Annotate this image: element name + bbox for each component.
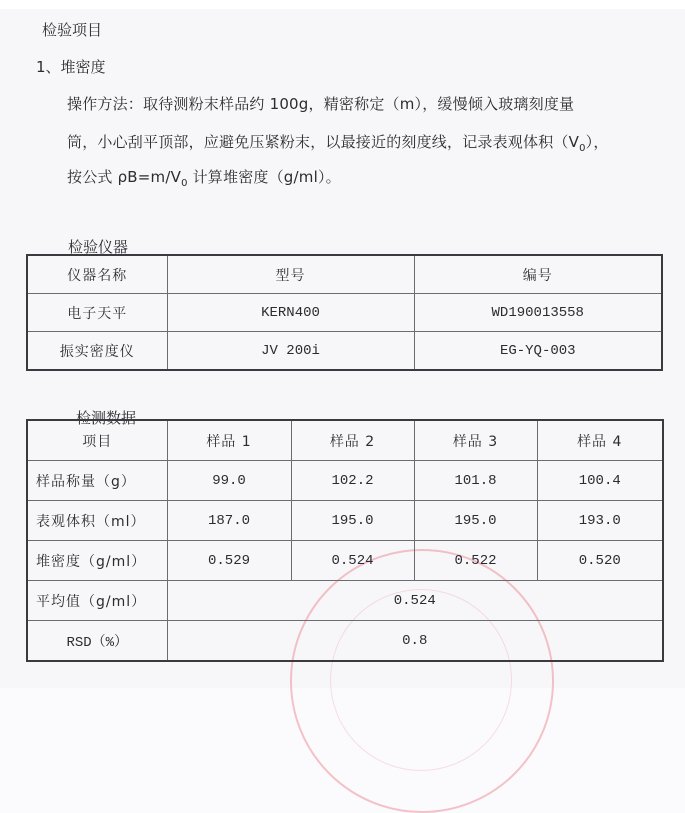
subscript: 0	[579, 143, 586, 154]
header-cell: 样品 3	[414, 420, 537, 461]
item-heading: 1、堆密度	[36, 58, 106, 76]
procedure-line-2-end: ），	[585, 133, 609, 151]
instrument-name: 电子天平	[27, 294, 167, 332]
data-cell: 195.0	[291, 501, 414, 541]
table-row	[27, 541, 663, 581]
data-cell: 100.4	[537, 461, 663, 501]
formula-text: 按公式 ρB=m/V	[67, 168, 182, 186]
table-header-row	[27, 420, 663, 461]
instrument-name: 振实密度仪	[27, 332, 167, 371]
data-cell: 0.529	[167, 541, 291, 581]
data-cell: 193.0	[537, 501, 663, 541]
data-cell: 0.522	[414, 541, 537, 581]
data-cell: 101.8	[414, 461, 537, 501]
top-margin	[0, 0, 685, 9]
header-cell: 仪器名称	[27, 255, 167, 294]
header-cell: 样品 4	[537, 420, 663, 461]
average-row	[27, 581, 663, 621]
instrument-id: WD190013558	[414, 294, 662, 332]
table-row	[27, 461, 663, 501]
instruments-caption: 检验仪器	[68, 238, 129, 256]
row-label: 平均值（g/ml）	[27, 581, 167, 621]
row-label: 表观体积（ml）	[27, 501, 167, 541]
subscript: 0	[181, 178, 188, 189]
table-row	[27, 501, 663, 541]
procedure-line-3-end: 计算堆密度（g/ml）。	[187, 168, 341, 186]
header-cell: 样品 2	[291, 420, 414, 461]
table-header-row	[27, 255, 662, 294]
procedure-line-1: 操作方法：取待测粉末样品约 100g，精密称定（m），缓慢倾入玻璃刻度量	[67, 95, 575, 113]
instruments-table	[26, 254, 663, 371]
header-cell: 样品 1	[167, 420, 291, 461]
average-value: 0.524	[167, 581, 663, 621]
instrument-model: KERN400	[167, 294, 414, 332]
test-data-caption: 检测数据	[76, 409, 137, 427]
data-cell: 0.520	[537, 541, 663, 581]
procedure-line-2	[67, 131, 609, 154]
row-label: RSD（%）	[27, 621, 167, 662]
data-cell: 195.0	[414, 501, 537, 541]
rsd-row	[27, 621, 663, 662]
instrument-id: EG-YQ-003	[414, 332, 662, 371]
test-data-table	[26, 419, 664, 662]
table-row	[27, 294, 662, 332]
procedure-line-3	[67, 166, 341, 189]
document-page	[0, 9, 685, 688]
instrument-model: JV 200i	[167, 332, 414, 371]
rsd-value: 0.8	[167, 621, 663, 662]
data-cell: 0.524	[291, 541, 414, 581]
data-cell: 99.0	[167, 461, 291, 501]
data-cell: 102.2	[291, 461, 414, 501]
procedure-line-2-text: 筒，小心刮平顶部，应避免压紧粉末，以最接近的刻度线，记录表观体积（V	[67, 133, 580, 151]
data-cell: 187.0	[167, 501, 291, 541]
row-label: 样品称量（g）	[27, 461, 167, 501]
header-cell: 型号	[167, 255, 414, 294]
header-cell: 编号	[414, 255, 662, 294]
row-label: 堆密度（g/ml）	[27, 541, 167, 581]
header-cell: 项目	[27, 420, 167, 461]
section-title: 检验项目	[42, 21, 103, 39]
table-row	[27, 332, 662, 371]
